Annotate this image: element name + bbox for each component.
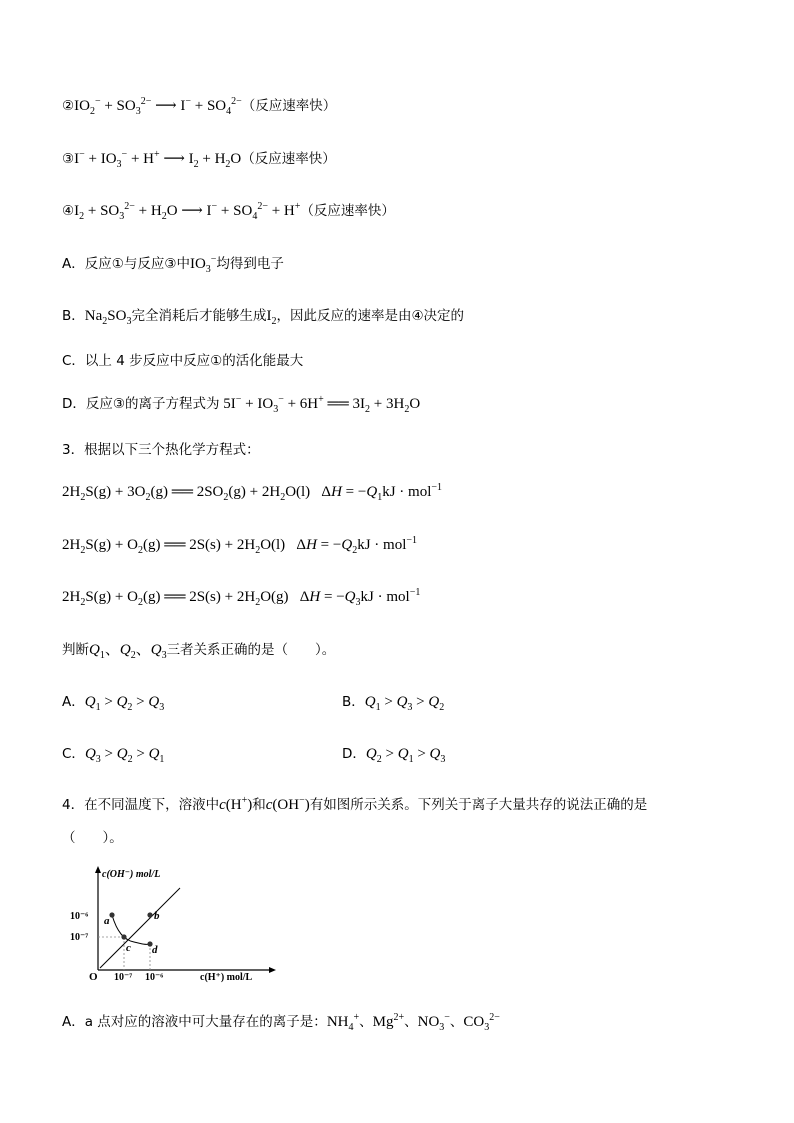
point-d-label: d (152, 944, 158, 956)
point-c-label: c (126, 942, 131, 954)
q3-option-c[interactable]: C．$Q_3 > Q_2 > Q_1$ (62, 746, 165, 765)
reaction-2-note: （反应速率快） (241, 98, 337, 114)
q2-option-a[interactable]: A．反应①与反应③中$IO_3^-$均得到电子 (62, 254, 284, 275)
point-c (121, 934, 126, 939)
isotherm-curve (112, 915, 150, 944)
q3-equation-2: $2H_2S(g) + O_2(g)$ ══ $2S(s) + 2H_2O(l) \Delta H = -Q_2kJ \cdot mol^{-1}$ (62, 535, 417, 556)
q2-option-b-mid: 完全消耗后才能够生成 (131, 308, 267, 324)
q3-option-d-label: D． (342, 746, 366, 762)
reaction-3 (62, 149, 336, 169)
q3-option-b-label: B． (342, 694, 365, 710)
q3-option-b[interactable]: B．$Q_1 > Q_3 > Q_2$ (342, 694, 445, 713)
q4-stem: 4．在不同温度下，溶液中c(H+)和c(OH−)有如图所示关系。下列关于离子大量共存的说法正确的是 (62, 795, 648, 813)
reaction-4-equation: $I_2 + SO_3^{2-} + H_2O$ ⟶ $I^- + SO_4^{2-} + H^+$ (74, 201, 301, 222)
neutral-line (100, 888, 180, 968)
x-tick-1e-6: 10⁻⁶ (145, 972, 164, 983)
q3-judge-suffix: 三者关系正确的是（ ）。 (166, 642, 336, 658)
q4-stem-prefix: 4．在不同温度下，溶液中 (62, 797, 220, 813)
x-tick-1e-7: 10⁻⁷ (114, 972, 133, 983)
q2-option-b-suffix: ，因此反应的速率是由④决定的 (276, 308, 465, 324)
reaction-2-label: ② (62, 98, 75, 114)
reaction-4-note: （反应速率快） (300, 203, 395, 219)
q3-judge-prefix: 判断 (62, 642, 89, 658)
point-a (109, 912, 114, 917)
q3-option-d[interactable]: D．$Q_2 > Q_1 > Q_3$ (342, 746, 446, 765)
q3-option-a-label: A． (62, 694, 85, 710)
reaction-3-note: （反应速率快） (241, 151, 336, 167)
q3-equation-1: $2H_2S(g) + 3O_2(g)$ ══ $2SO_2(g) + 2H_2O(l) \Delta H = -Q_1kJ \cdot mol^{-1}$ (62, 482, 442, 503)
q2-option-b-prefix: B． (62, 308, 85, 324)
q3-stem: 3．根据以下三个热化学方程式： (62, 442, 260, 458)
x-axis-label: c(H⁺) mol/L (200, 972, 253, 983)
q4-option-a[interactable]: A．a 点对应的溶液中可大量存在的离子是：$NH_4^+$、$Mg^{2+}$、$NO_3^-$、$CO_3^{2-}$ (62, 1012, 500, 1033)
reaction-2 (62, 96, 336, 116)
q4-option-a-prefix: A．a 点对应的溶液中可大量存在的离子是： (62, 1014, 327, 1030)
point-b (147, 912, 152, 917)
y-tick-1e-7: 10⁻⁷ (70, 932, 89, 943)
reaction-3-label: ③ (62, 151, 75, 167)
y-axis-arrow (95, 866, 101, 873)
y-tick-1e-6: 10⁻⁶ (70, 911, 89, 922)
reaction-2-equation: $IO_2^- + SO_3^{2-}$ ⟶ $I^- + SO_4^{2-}$ (74, 96, 242, 117)
q2-option-a-prefix: A．反应①与反应③中 (62, 256, 190, 272)
point-b-label: b (154, 910, 160, 922)
q3-equation-3: $2H_2S(g) + O_2(g)$ ══ $2S(s) + 2H_2O(g) \Delta H = -Q_3kJ \cdot mol^{-1}$ (62, 587, 421, 608)
q2-option-d-prefix: D．反应③的离子方程式为 (62, 396, 220, 412)
point-a-label: a (104, 915, 110, 927)
q3-option-a[interactable]: A．$Q_1 > Q_2 > Q_3$ (62, 694, 165, 713)
x-axis-arrow (269, 967, 276, 973)
q4-stem-and: 和 (252, 797, 266, 813)
reaction-4 (62, 201, 395, 221)
reaction-4-label: ④ (62, 203, 75, 219)
q2-option-a-suffix: 均得到电子 (216, 256, 284, 272)
y-axis-label: c(OH⁻) mol/L (102, 869, 161, 880)
origin-label: O (89, 971, 98, 983)
q2-option-c[interactable]: C．以上 4 步反应中反应①的活化能最大 (62, 353, 304, 369)
q2-option-d[interactable]: D．反应③的离子方程式为 $5I^- + IO_3^- + 6H^+$ ══ $3I_2 + 3H_2O$ (62, 394, 421, 415)
q4-graph (62, 862, 292, 992)
reaction-3-equation: $I^- + IO_3^- + H^+$ ⟶ $I_2 + H_2O$ (74, 149, 242, 170)
q3-option-c-label: C． (62, 746, 85, 762)
q3-judge: 判断$Q_1$、$Q_2$、$Q_3$三者关系正确的是（ ）。 (62, 642, 336, 661)
q2-option-b[interactable]: B．$Na_2SO_3$完全消耗后才能够生成$I_2$，因此反应的速率是由④决定的 (62, 308, 465, 327)
q4-stem-line2: （ ）。 (62, 830, 123, 846)
q4-stem-suffix: 有如图所示关系。下列关于离子大量共存的说法正确的是 (309, 797, 648, 813)
